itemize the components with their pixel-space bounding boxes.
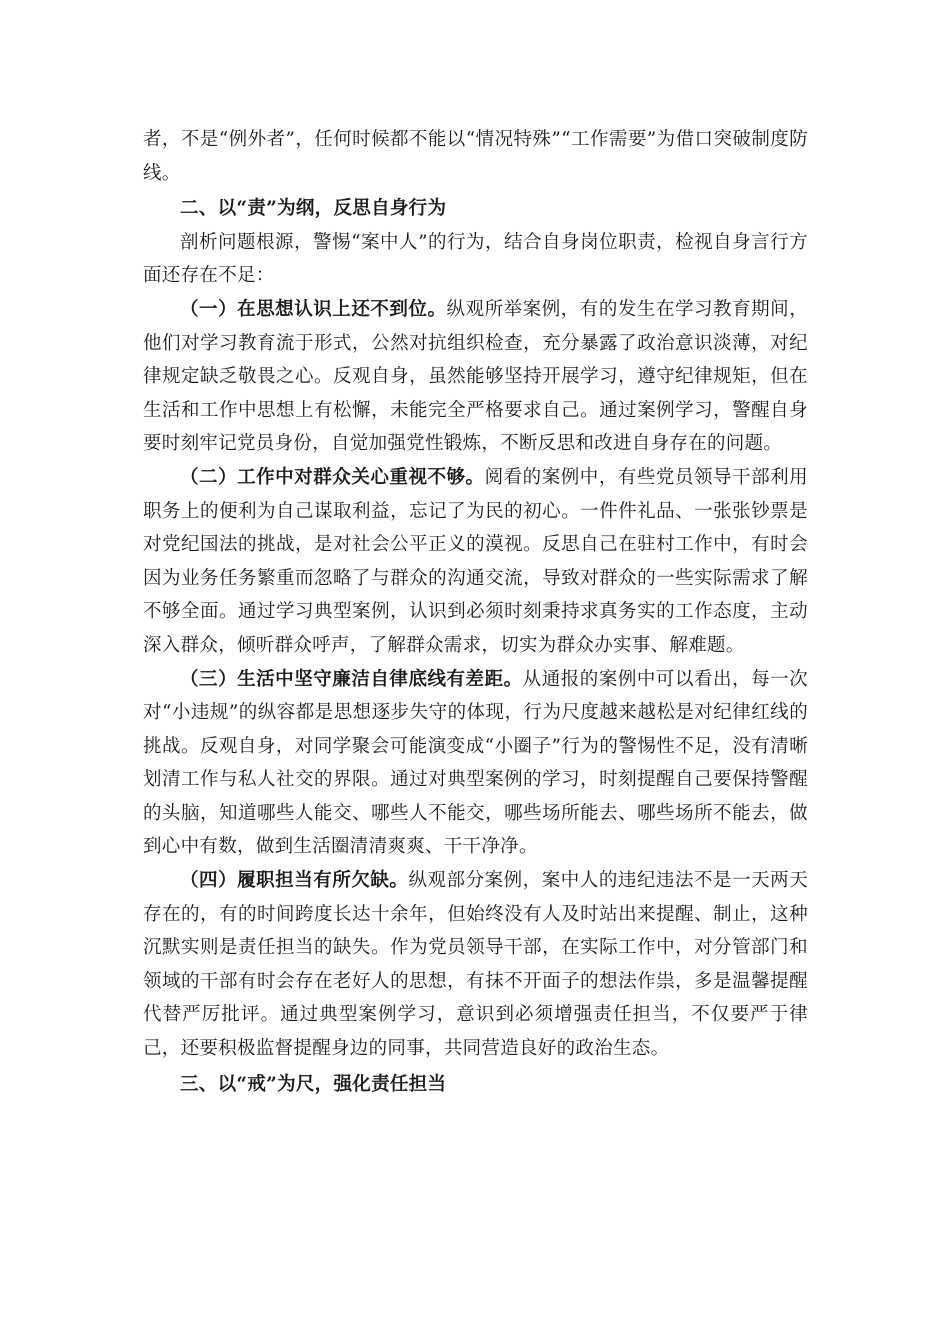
item-4-body: 纵观部分案例，案中人的违纪违法不是一天两天存在的，有的时间跨度长达十余年，但始终没有人及时站出来提醒、制止，这种沉默实则是责任担当的缺失。作为党员领导干部，在实际工作中，对分管部门和领域的干部有时会存在老好人的思想，有抹不开面子的想法作祟，多是温馨提醒代替严厉批评。通过典型案例学习，意识到必须增强责任担当，不仅要严于律己，还要积极监督提醒身边的同事，共同营造良好的政治生态。 <box>143 870 808 1060</box>
item-3-body: 从通报的案例中可以看出，每一次对“小违规”的纵容都是思想逐步失守的体现，行为尺度越来越松是对纪律红线的挑战。反观自身，对同学聚会可能演变成“小圈子”行为的警惕性不足，没有清晰划清工作与私人社交的界限。通过对典型案例的学习，时刻提醒自己要保持警醒的头脑，知道哪些人能交、哪些人不能交，哪些场所能去、哪些场所不能去，做到心中有数，做到生活圈清清爽爽、干干净净。 <box>143 668 808 858</box>
section-heading-3: 三、以“戒”为尺，强化责任担当 <box>180 1073 447 1095</box>
section-heading-2: 二、以“责”为纲，反思自身行为 <box>180 198 447 220</box>
document-page <box>143 123 808 1101</box>
item-3-lead: （三）生活中坚守廉洁自律底线有差距。 <box>180 668 523 690</box>
paragraph-intro: 剖析问题根源，警惕“案中人”的行为，结合自身岗位职责，检视自身言行方面还存在不足： <box>143 231 808 287</box>
paragraph-continued: 者，不是“例外者”，任何时候都不能以“情况特殊”“工作需要”为借口突破制度防线。 <box>143 129 808 184</box>
item-1-body: 纵观所举案例，有的发生在学习教育期间，他们对学习教育流于形式，公然对抗组织检查，充分暴露了政治意识淡薄，对纪律规定缺乏敬畏之心。反观自身，虽然能够坚持开展学习，遵守纪律规矩，但在生活和工作中思想上有松懈，未能完全严格要求自己。通过案例学习，警醒自身要时刻牢记党员身份，自觉加强党性锻炼，不断反思和改进自身存在的问题。 <box>143 298 809 455</box>
item-4 <box>143 864 808 1066</box>
item-2-lead: （二）工作中对群众关心重视不够。 <box>180 466 485 488</box>
item-3 <box>143 663 808 865</box>
item-4-lead: （四）履职担当有所欠缺。 <box>180 870 409 892</box>
item-1 <box>143 293 808 461</box>
item-1-lead: （一）在思想认识上还不到位。 <box>180 298 447 320</box>
item-2-body: 阅看的案例中，有些党员领导干部利用职务上的便利为自己谋取利益，忘记了为民的初心。一件件礼品、一张张钞票是对党纪国法的挑战，是对社会公平正义的漠视。反思自己在驻村工作中，有时会因为业务任务繁重而忽略了与群众的沟通交流，导致对群众的一些实际需求了解不够全面。通过学习典型案例，认识到必须时刻秉持求真务实的工作态度，主动深入群众，倾听群众呼声，了解群众需求，切实为群众办实事、解难题。 <box>143 466 808 656</box>
item-2 <box>143 461 808 663</box>
